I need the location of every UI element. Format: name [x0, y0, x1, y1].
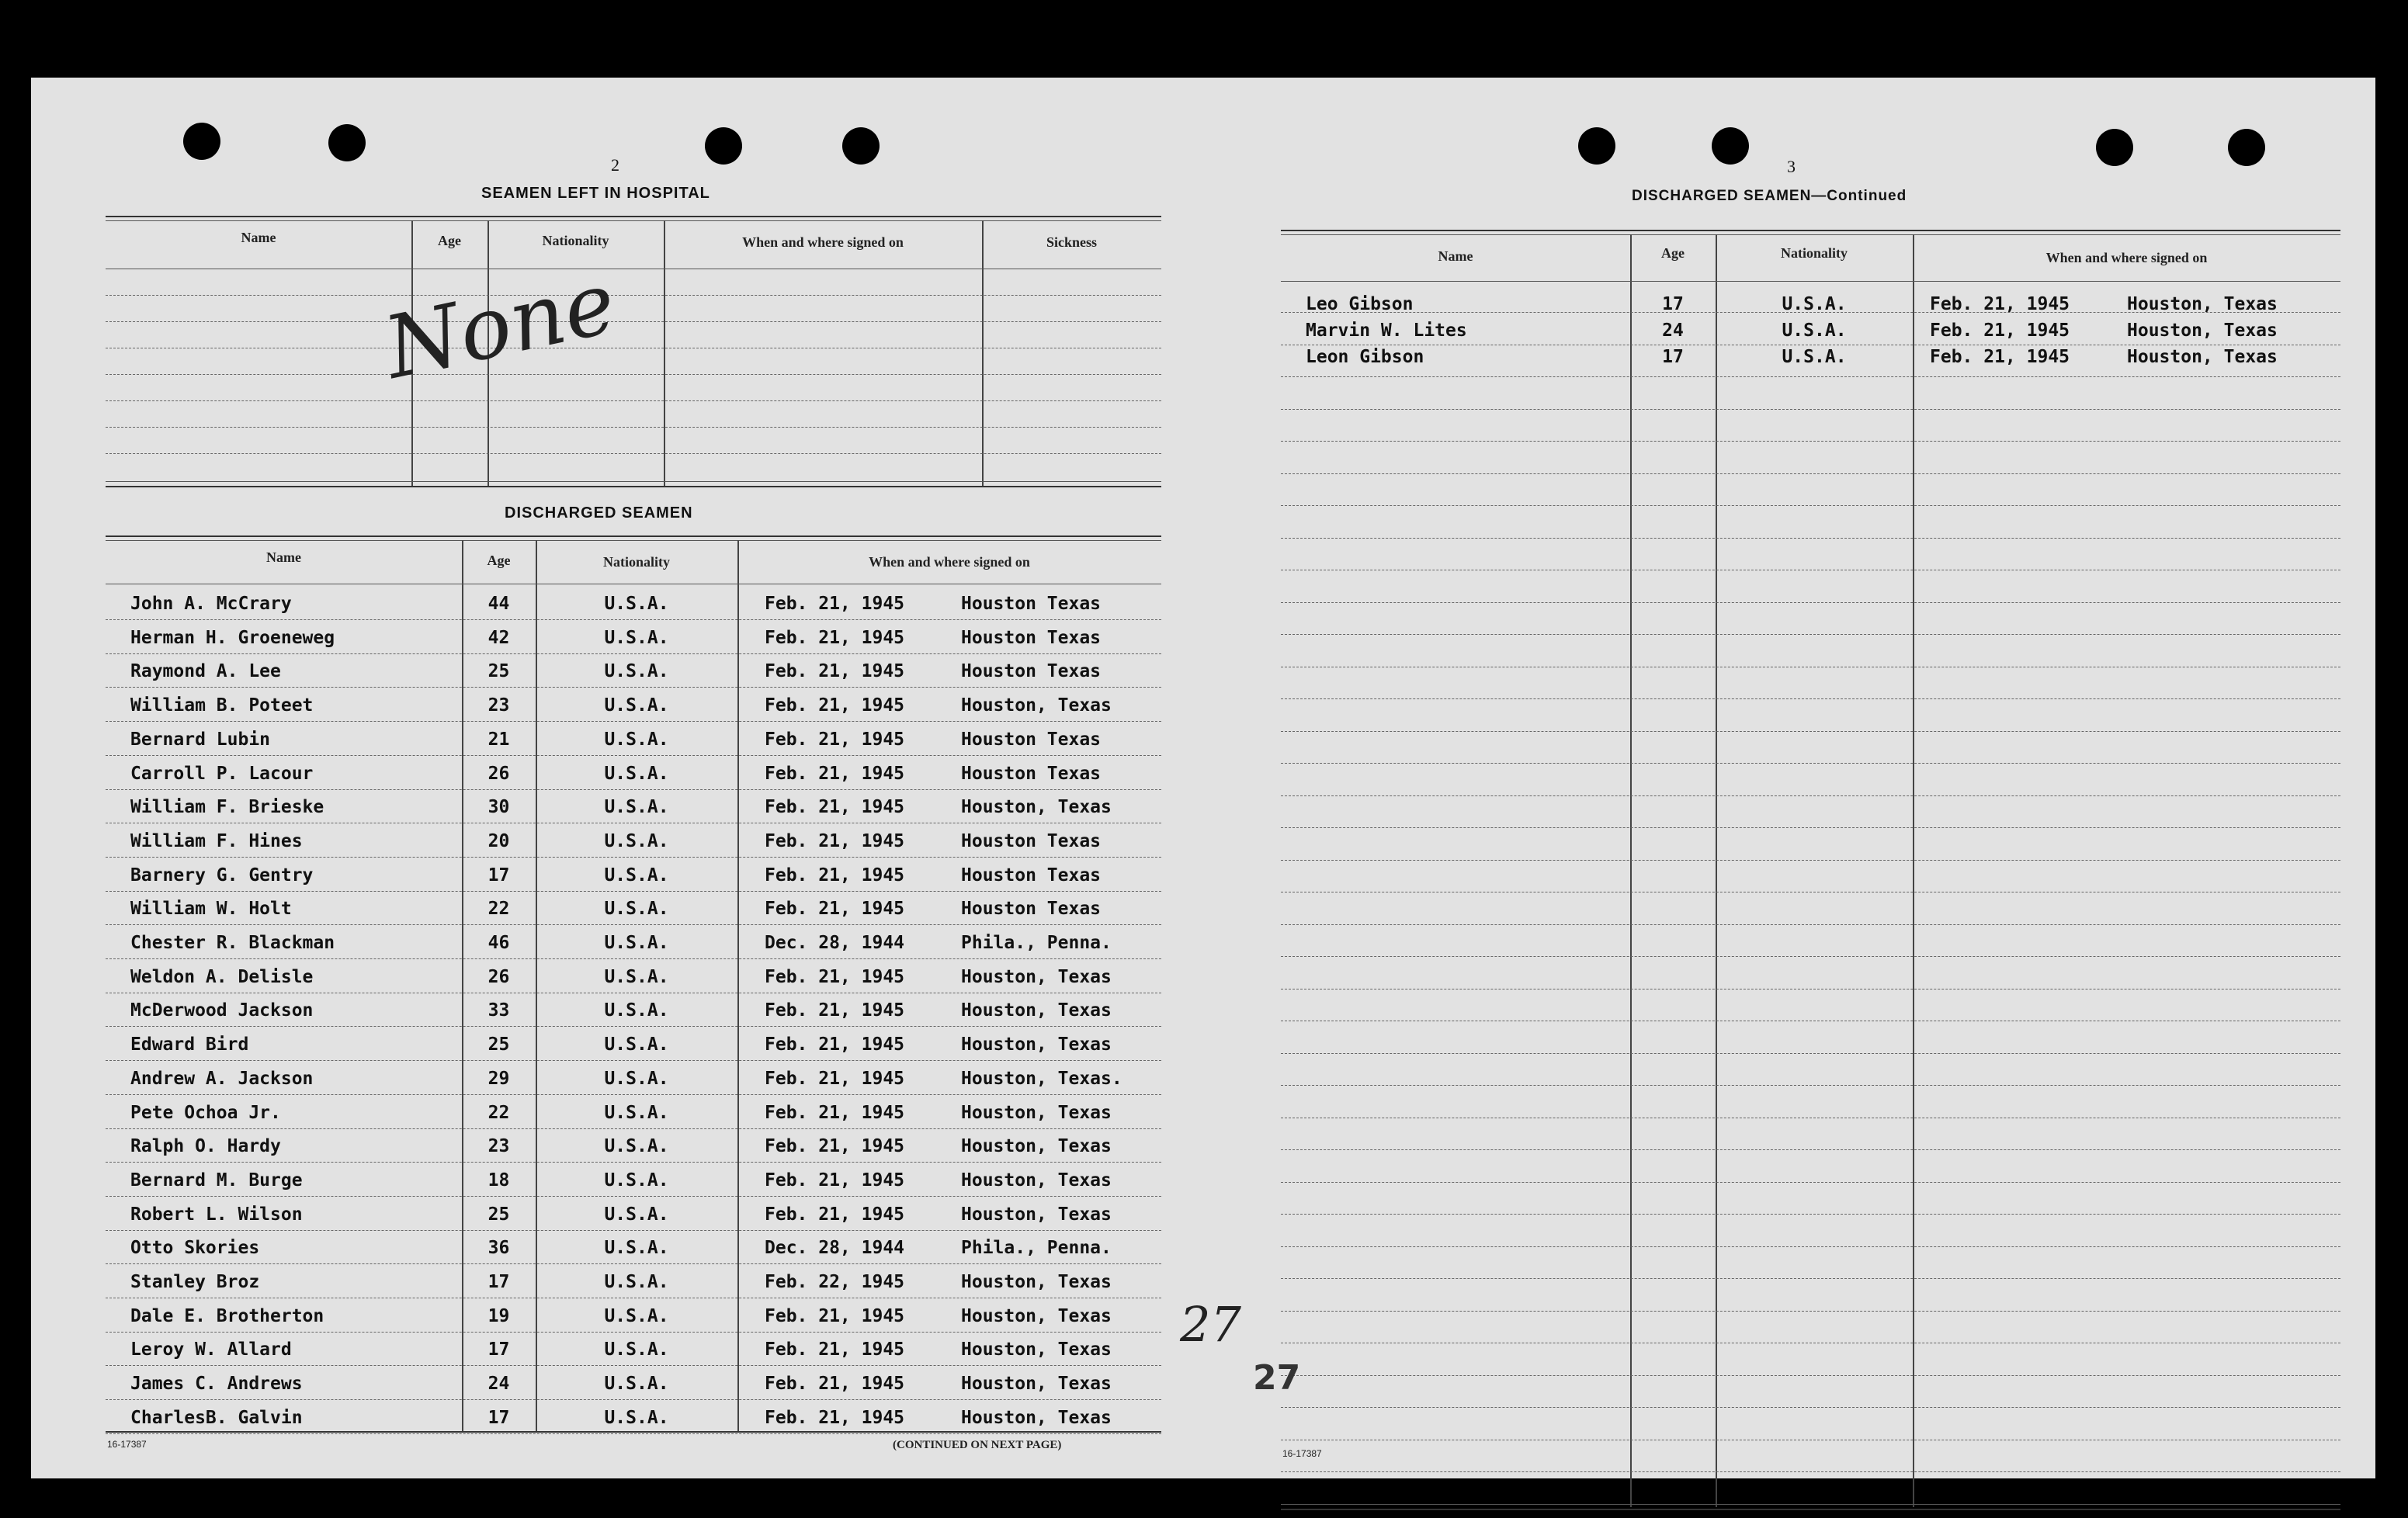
seaman-age: 17: [487, 1340, 510, 1360]
row-rule: [106, 755, 1161, 756]
seaman-signed-date: Feb. 21, 1945: [765, 1306, 905, 1326]
seaman-nationality: U.S.A.: [604, 764, 669, 784]
seaman-age: 22: [487, 1103, 510, 1123]
continued-note: (CONTINUED ON NEXT PAGE): [893, 1439, 1062, 1451]
ruled-line: [1281, 827, 2340, 828]
seaman-signed-place: Houston Texas: [961, 831, 1102, 851]
row-rule: [106, 687, 1161, 688]
seaman-signed-date: Feb. 21, 1945: [765, 1136, 905, 1156]
seaman-signed-date: Dec. 28, 1944: [765, 1238, 905, 1258]
seaman-signed-place: Houston, Texas: [2127, 347, 2278, 367]
seaman-name: Bernard Lubin: [130, 730, 271, 750]
seaman-nationality: U.S.A.: [604, 967, 669, 987]
hospital-handwritten-none: None: [376, 252, 624, 398]
seaman-name: Marvin W. Lites: [1306, 321, 1467, 341]
seaman-nationality: U.S.A.: [604, 1069, 669, 1089]
seaman-signed-date: Feb. 21, 1945: [765, 899, 905, 919]
seaman-name: Leo Gibson: [1306, 294, 1414, 314]
seaman-nationality: U.S.A.: [604, 628, 669, 648]
continued-col-signed-on: When and where signed on: [2045, 250, 2208, 265]
seaman-age: 19: [487, 1306, 510, 1326]
seaman-age: 26: [487, 967, 510, 987]
ruled-line: [1281, 924, 2340, 925]
right-form-number: 16-17387: [1282, 1448, 1322, 1459]
seaman-nationality: U.S.A.: [604, 730, 669, 750]
row-rule: [106, 1230, 1161, 1231]
seaman-signed-date: Feb. 21, 1945: [1930, 294, 2070, 314]
ruled-line: [1281, 698, 2340, 699]
seaman-name: Stanley Broz: [130, 1272, 260, 1292]
seaman-signed-place: Houston, Texas: [961, 1272, 1112, 1292]
seaman-nationality: U.S.A.: [604, 1306, 669, 1326]
seaman-signed-date: Feb. 21, 1945: [765, 730, 905, 750]
row-rule: [106, 1332, 1161, 1333]
seaman-name: William W. Holt: [130, 899, 292, 919]
seaman-signed-date: Feb. 21, 1945: [765, 1170, 905, 1190]
seaman-age: 17: [1662, 294, 1684, 314]
seaman-name: James C. Andrews: [130, 1374, 303, 1394]
seaman-signed-date: Feb. 21, 1945: [765, 1374, 905, 1394]
seaman-name: William B. Poteet: [130, 695, 314, 716]
seaman-signed-place: Houston, Texas: [961, 1306, 1112, 1326]
seaman-nationality: U.S.A.: [604, 1000, 669, 1021]
seaman-name: McDerwood Jackson: [130, 1000, 314, 1021]
seaman-nationality: U.S.A.: [604, 1204, 669, 1225]
ruled-line: [1281, 602, 2340, 603]
seaman-nationality: U.S.A.: [604, 1170, 669, 1190]
left-page-number: 2: [611, 155, 619, 175]
seaman-signed-date: Feb. 21, 1945: [765, 1069, 905, 1089]
seaman-signed-place: Houston, Texas: [961, 1408, 1112, 1428]
row-rule: [106, 1026, 1161, 1027]
seaman-age: 20: [487, 831, 510, 851]
seaman-signed-date: Feb. 21, 1945: [765, 1340, 905, 1360]
discharged-col-name: Name: [266, 549, 301, 565]
continued-col-age: Age: [1661, 245, 1685, 261]
seaman-signed-date: Feb. 21, 1945: [765, 967, 905, 987]
seaman-signed-date: Feb. 21, 1945: [1930, 347, 2070, 367]
seaman-name: CharlesB. Galvin: [130, 1408, 303, 1428]
seaman-name: William F. Brieske: [130, 797, 324, 817]
ruled-line: [1281, 795, 2340, 796]
ruled-line: [1281, 441, 2340, 442]
row-rule: [106, 789, 1161, 790]
seaman-name: Bernard M. Burge: [130, 1170, 303, 1190]
left-form-number: 16-17387: [107, 1439, 147, 1450]
ruled-line: [1281, 956, 2340, 957]
handwritten-total: 27: [1180, 1296, 1241, 1353]
seaman-signed-date: Feb. 21, 1945: [1930, 321, 2070, 341]
seaman-age: 44: [487, 594, 510, 614]
row-rule: [106, 1196, 1161, 1197]
discharged-col-signed-on: When and where signed on: [869, 554, 1030, 570]
ruled-line: [1281, 860, 2340, 861]
seaman-name: Barnery G. Gentry: [130, 865, 314, 886]
row-rule: [106, 1128, 1161, 1129]
seaman-signed-place: Houston, Texas: [961, 1340, 1112, 1360]
seaman-signed-place: Houston, Texas: [961, 1136, 1112, 1156]
seaman-age: 18: [487, 1170, 510, 1190]
stamped-total: 27: [1253, 1358, 1301, 1398]
seaman-age: 22: [487, 899, 510, 919]
ruled-line: [1281, 538, 2340, 539]
seaman-age: 23: [487, 1136, 510, 1156]
manifest-sheet: [31, 78, 2375, 1478]
ruled-line: [1281, 634, 2340, 635]
seaman-signed-date: Feb. 21, 1945: [765, 831, 905, 851]
seaman-signed-place: Houston Texas: [961, 899, 1102, 919]
seaman-name: Pete Ochoa Jr.: [130, 1103, 281, 1123]
seaman-signed-date: Feb. 21, 1945: [765, 661, 905, 681]
seaman-signed-place: Houston Texas: [961, 865, 1102, 886]
ruled-line: [1281, 1471, 2340, 1472]
seaman-name: Carroll P. Lacour: [130, 764, 314, 784]
seaman-signed-place: Houston, Texas: [961, 1374, 1112, 1394]
seaman-name: William F. Hines: [130, 831, 303, 851]
seaman-signed-place: Houston Texas: [961, 628, 1102, 648]
continued-section-title: DISCHARGED SEAMEN—Continued: [1632, 188, 1907, 204]
punch-hole: [2228, 129, 2265, 166]
seaman-nationality: U.S.A.: [604, 865, 669, 886]
seaman-nationality: U.S.A.: [604, 1374, 669, 1394]
hospital-col-sickness: Sickness: [1046, 234, 1098, 250]
seaman-age: 46: [487, 933, 510, 953]
ruled-line: [1281, 1375, 2340, 1376]
seaman-signed-date: Feb. 21, 1945: [765, 695, 905, 716]
ruled-line: [1281, 409, 2340, 410]
row-rule: [106, 1263, 1161, 1264]
seaman-signed-place: Houston, Texas: [961, 1000, 1112, 1021]
seaman-nationality: U.S.A.: [604, 661, 669, 681]
seaman-signed-place: Houston Texas: [961, 661, 1102, 681]
seaman-nationality: U.S.A.: [1782, 321, 1847, 341]
continued-col-name: Name: [1438, 248, 1473, 264]
ruled-line: [1281, 376, 2340, 377]
seaman-name: Otto Skories: [130, 1238, 260, 1258]
seaman-name: Andrew A. Jackson: [130, 1069, 314, 1089]
seaman-name: Leroy W. Allard: [130, 1340, 292, 1360]
hospital-col-name: Name: [241, 230, 276, 245]
seaman-nationality: U.S.A.: [604, 695, 669, 716]
seaman-signed-place: Houston, Texas: [961, 797, 1112, 817]
seaman-signed-place: Houston, Texas: [961, 1170, 1112, 1190]
seaman-age: 26: [487, 764, 510, 784]
punch-hole: [1578, 127, 1615, 165]
seaman-nationality: U.S.A.: [604, 899, 669, 919]
right-page-number: 3: [1787, 157, 1796, 176]
seaman-nationality: U.S.A.: [604, 594, 669, 614]
ruled-line: [1281, 1053, 2340, 1054]
row-rule: [106, 857, 1161, 858]
punch-hole: [705, 127, 742, 165]
ruled-line: [1281, 763, 2340, 764]
seaman-age: 33: [487, 1000, 510, 1021]
seaman-signed-place: Houston, Texas: [961, 1204, 1112, 1225]
seaman-signed-place: Houston, Texas: [2127, 321, 2278, 341]
punch-hole: [328, 124, 366, 161]
seaman-signed-date: Feb. 21, 1945: [765, 628, 905, 648]
seaman-name: Dale E. Brotherton: [130, 1306, 324, 1326]
ruled-line: [1281, 1407, 2340, 1408]
seaman-signed-date: Dec. 28, 1944: [765, 933, 905, 953]
seaman-age: 17: [487, 865, 510, 886]
seaman-signed-date: Feb. 21, 1945: [765, 1408, 905, 1428]
hospital-col-nationality: Nationality: [542, 233, 609, 248]
seaman-name: John A. McCrary: [130, 594, 292, 614]
seaman-signed-place: Houston, Texas.: [961, 1069, 1122, 1089]
punch-hole: [1712, 127, 1749, 165]
row-rule: [106, 619, 1161, 620]
row-rule: [106, 1162, 1161, 1163]
seaman-nationality: U.S.A.: [604, 1238, 669, 1258]
row-rule: [106, 721, 1161, 722]
seaman-nationality: U.S.A.: [604, 933, 669, 953]
seaman-name: Leon Gibson: [1306, 347, 1424, 367]
discharged-col-nationality: Nationality: [602, 554, 670, 570]
ruled-line: [1281, 1311, 2340, 1312]
seaman-age: 24: [487, 1374, 510, 1394]
seaman-signed-date: Feb. 21, 1945: [765, 797, 905, 817]
seaman-signed-place: Houston, Texas: [961, 1035, 1112, 1055]
seaman-nationality: U.S.A.: [604, 1272, 669, 1292]
row-rule: [106, 1060, 1161, 1061]
row-rule: [106, 653, 1161, 654]
seaman-signed-date: Feb. 21, 1945: [765, 1204, 905, 1225]
seaman-signed-place: Houston Texas: [961, 730, 1102, 750]
discharged-col-age: Age: [487, 553, 511, 568]
seaman-name: Weldon A. Delisle: [130, 967, 314, 987]
seaman-name: Ralph O. Hardy: [130, 1136, 281, 1156]
punch-hole: [2096, 129, 2133, 166]
seaman-nationality: U.S.A.: [604, 1035, 669, 1055]
continued-col-nationality: Nationality: [1780, 245, 1848, 261]
row-rule: [106, 924, 1161, 925]
seaman-age: 17: [1662, 347, 1684, 367]
seaman-nationality: U.S.A.: [604, 1340, 669, 1360]
seaman-signed-place: Houston Texas: [961, 594, 1102, 614]
ruled-line: [1281, 1182, 2340, 1183]
row-rule: [106, 891, 1161, 892]
seaman-age: 29: [487, 1069, 510, 1089]
seaman-signed-place: Houston, Texas: [961, 695, 1112, 716]
seaman-signed-date: Feb. 21, 1945: [765, 764, 905, 784]
punch-hole: [183, 123, 220, 160]
row-rule: [106, 1399, 1161, 1400]
seaman-nationality: U.S.A.: [604, 1136, 669, 1156]
seaman-age: 25: [487, 661, 510, 681]
hospital-col-age: Age: [438, 233, 461, 248]
seaman-signed-place: Phila., Penna.: [961, 1238, 1112, 1258]
seaman-signed-place: Houston, Texas: [961, 967, 1112, 987]
ruled-line: [1281, 1214, 2340, 1215]
seaman-signed-place: Houston, Texas: [2127, 294, 2278, 314]
seaman-nationality: U.S.A.: [604, 1408, 669, 1428]
seaman-signed-place: Houston, Texas: [961, 1103, 1112, 1123]
seaman-nationality: U.S.A.: [1782, 294, 1847, 314]
seaman-nationality: U.S.A.: [1782, 347, 1847, 367]
ruled-line: [1281, 1149, 2340, 1150]
seaman-nationality: U.S.A.: [604, 797, 669, 817]
seaman-signed-date: Feb. 21, 1945: [765, 594, 905, 614]
ruled-line: [1281, 505, 2340, 506]
seaman-signed-date: Feb. 22, 1945: [765, 1272, 905, 1292]
punch-hole: [842, 127, 880, 165]
seaman-nationality: U.S.A.: [604, 1103, 669, 1123]
seaman-name: Chester R. Blackman: [130, 933, 335, 953]
ruled-line: [1281, 731, 2340, 732]
seaman-signed-date: Feb. 21, 1945: [765, 1103, 905, 1123]
seaman-signed-date: Feb. 21, 1945: [765, 1035, 905, 1055]
row-rule: [106, 958, 1161, 959]
seaman-signed-place: Phila., Penna.: [961, 933, 1112, 953]
seaman-age: 42: [487, 628, 510, 648]
seaman-age: 21: [487, 730, 510, 750]
row-rule: [106, 1365, 1161, 1366]
ruled-line: [1281, 1085, 2340, 1086]
seaman-name: Edward Bird: [130, 1035, 249, 1055]
hospital-section-title: SEAMEN LEFT IN HOSPITAL: [481, 185, 710, 202]
seaman-age: 30: [487, 797, 510, 817]
seaman-age: 24: [1662, 321, 1684, 341]
seaman-name: Raymond A. Lee: [130, 661, 281, 681]
seaman-name: Herman H. Groeneweg: [130, 628, 335, 648]
seaman-age: 25: [487, 1035, 510, 1055]
seaman-age: 17: [487, 1272, 510, 1292]
seaman-age: 17: [487, 1408, 510, 1428]
seaman-age: 23: [487, 695, 510, 716]
seaman-age: 36: [487, 1238, 510, 1258]
discharged-section-title: DISCHARGED SEAMEN: [505, 504, 693, 522]
seaman-name: Robert L. Wilson: [130, 1204, 303, 1225]
seaman-nationality: U.S.A.: [604, 831, 669, 851]
row-rule: [106, 1094, 1161, 1095]
row-rule: [106, 1433, 1161, 1434]
ruled-line: [1281, 473, 2340, 474]
seaman-signed-date: Feb. 21, 1945: [765, 1000, 905, 1021]
hospital-col-signed-on: When and where signed on: [742, 234, 904, 250]
ruled-line: [1281, 1278, 2340, 1279]
seaman-signed-place: Houston Texas: [961, 764, 1102, 784]
seaman-signed-date: Feb. 21, 1945: [765, 865, 905, 886]
ruled-line: [1281, 1246, 2340, 1247]
seaman-age: 25: [487, 1204, 510, 1225]
